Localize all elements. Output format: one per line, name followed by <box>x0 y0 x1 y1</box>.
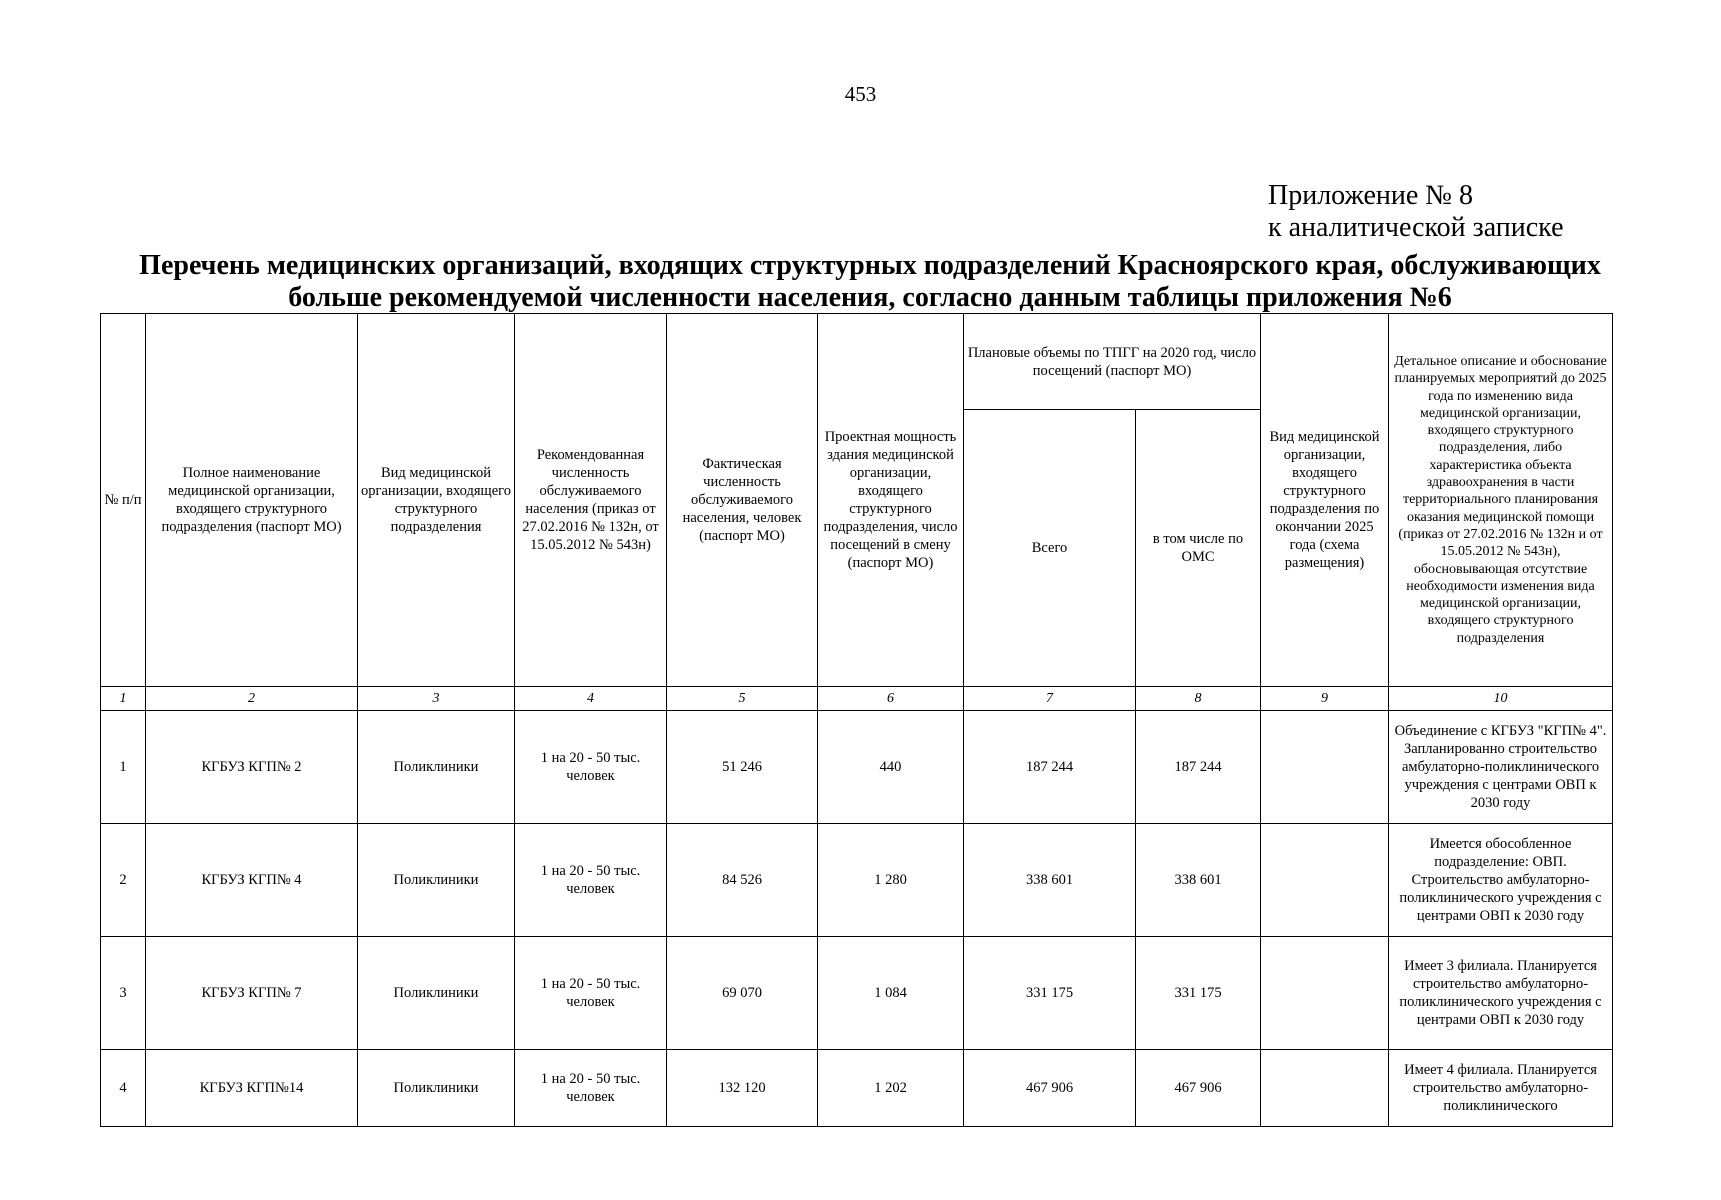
recommended-population: 1 на 20 - 50 тыс. человек <box>515 937 667 1050</box>
header-oms: в том числе по ОМС <box>1136 410 1261 687</box>
design-capacity: 1 084 <box>818 937 964 1050</box>
column-number: 6 <box>818 687 964 711</box>
actual-population: 51 246 <box>667 711 818 824</box>
org-type: Поликлиники <box>358 824 515 937</box>
column-number: 9 <box>1261 687 1389 711</box>
header-recommended: Рекомендованная численность обслуживаемого населения (приказ от 27.02.2016 № 132н, от 15.05.2012 № 543н) <box>515 314 667 687</box>
column-number: 2 <box>146 687 358 711</box>
actual-population: 132 120 <box>667 1050 818 1127</box>
column-number: 8 <box>1136 687 1261 711</box>
actual-population: 69 070 <box>667 937 818 1050</box>
org-name: КГБУЗ КГП№ 2 <box>146 711 358 824</box>
type-2025 <box>1261 824 1389 937</box>
column-number: 3 <box>358 687 515 711</box>
column-number: 4 <box>515 687 667 711</box>
planned-oms: 187 244 <box>1136 711 1261 824</box>
plan-description <box>1389 1050 1613 1127</box>
org-type: Поликлиники <box>358 1050 515 1127</box>
org-name: КГБУЗ КГП№ 7 <box>146 937 358 1050</box>
appendix-label <box>1268 180 1564 244</box>
planned-oms: 467 906 <box>1136 1050 1261 1127</box>
design-capacity: 440 <box>818 711 964 824</box>
organizations-table <box>100 313 1613 1127</box>
header-number: № п/п <box>101 314 146 687</box>
org-name: КГБУЗ КГП№14 <box>146 1050 358 1127</box>
header-type-2025: Вид медицинской организации, входящего структурного подразделения по окончании 2025 года (схема размещения) <box>1261 314 1389 687</box>
plan-description: Объединение с КГБУЗ "КГП№ 4". Запланированно строительство амбулаторно-поликлинического учреждения с центрами ОВП к 2030 году <box>1389 711 1613 824</box>
header-actual: Фактическая численность обслуживаемого населения, человек (паспорт МО) <box>667 314 818 687</box>
table-row <box>101 937 1613 1050</box>
page-number: 453 <box>844 82 877 106</box>
document-title-line-2: больше рекомендуемой численности населения, согласно данным таблицы приложения №6 <box>288 282 1452 313</box>
plan-description: Имеет 3 филиала. Планируется строительство амбулаторно-поликлинического учреждения с центрами ОВП к 2030 году <box>1389 937 1613 1050</box>
column-number: 5 <box>667 687 818 711</box>
table-row <box>101 711 1613 824</box>
column-number: 1 <box>101 687 146 711</box>
plan-description: Имеется обособленное подразделение: ОВП. Строительство амбулаторно-поликлинического учреждения с центрами ОВП к 2030 году <box>1389 824 1613 937</box>
design-capacity: 1 280 <box>818 824 964 937</box>
row-number: 3 <box>101 937 146 1050</box>
planned-oms: 331 175 <box>1136 937 1261 1050</box>
planned-total: 338 601 <box>964 824 1136 937</box>
planned-oms: 338 601 <box>1136 824 1261 937</box>
actual-population: 84 526 <box>667 824 818 937</box>
type-2025 <box>1261 937 1389 1050</box>
design-capacity: 1 202 <box>818 1050 964 1127</box>
header-org-type: Вид медицинской организации, входящего структурного подразделения <box>358 314 515 687</box>
planned-total: 331 175 <box>964 937 1136 1050</box>
recommended-population: 1 на 20 - 50 тыс. человек <box>515 1050 667 1127</box>
org-type: Поликлиники <box>358 711 515 824</box>
type-2025 <box>1261 711 1389 824</box>
table-row <box>101 1050 1613 1127</box>
org-type: Поликлиники <box>358 937 515 1050</box>
recommended-population: 1 на 20 - 50 тыс. человек <box>515 711 667 824</box>
document-title <box>100 250 1640 314</box>
plan-description-text: Имеет 4 филиала. Планируется строительство амбулаторно-поликлинического <box>1404 1062 1597 1114</box>
planned-total: 187 244 <box>964 711 1136 824</box>
row-number: 2 <box>101 824 146 937</box>
header-capacity: Проектная мощность здания медицинской организации, входящего структурного подразделения, число посещений в смену (паспорт МО) <box>818 314 964 687</box>
header-total: Всего <box>964 410 1136 687</box>
recommended-population: 1 на 20 - 50 тыс. человек <box>515 824 667 937</box>
header-planned-volumes: Плановые объемы по ТПГГ на 2020 год, число посещений (паспорт МО) <box>964 314 1261 410</box>
column-number: 7 <box>964 687 1136 711</box>
appendix-line-2: к аналитической записке <box>1268 212 1564 243</box>
row-number: 1 <box>101 711 146 824</box>
header-description: Детальное описание и обоснование планируемых мероприятий до 2025 года по изменению вида медицинской организации, входящего структурного подразделения, либо характеристика объекта здравоохранения в части территориального планирования оказания медицинской помощи (приказ от 27.02.2016 № 132н и от 15.05.2012 № 543н), обосновывающая отсутствие необходимости изменения вида медицинской организации, входящего структурного подразделения <box>1389 314 1613 687</box>
row-number: 4 <box>101 1050 146 1127</box>
appendix-line-1: Приложение № 8 <box>1268 180 1473 211</box>
table-row <box>101 824 1613 937</box>
header-full-name: Полное наименование медицинской организации, входящего структурного подразделения (паспорт МО) <box>146 314 358 687</box>
type-2025 <box>1261 1050 1389 1127</box>
column-number-row <box>101 687 1613 711</box>
planned-total: 467 906 <box>964 1050 1136 1127</box>
document-title-line-1: Перечень медицинских организаций, входящих структурных подразделений Красноярского края, обслуживающих <box>139 250 1601 281</box>
column-number: 10 <box>1389 687 1613 711</box>
org-name: КГБУЗ КГП№ 4 <box>146 824 358 937</box>
